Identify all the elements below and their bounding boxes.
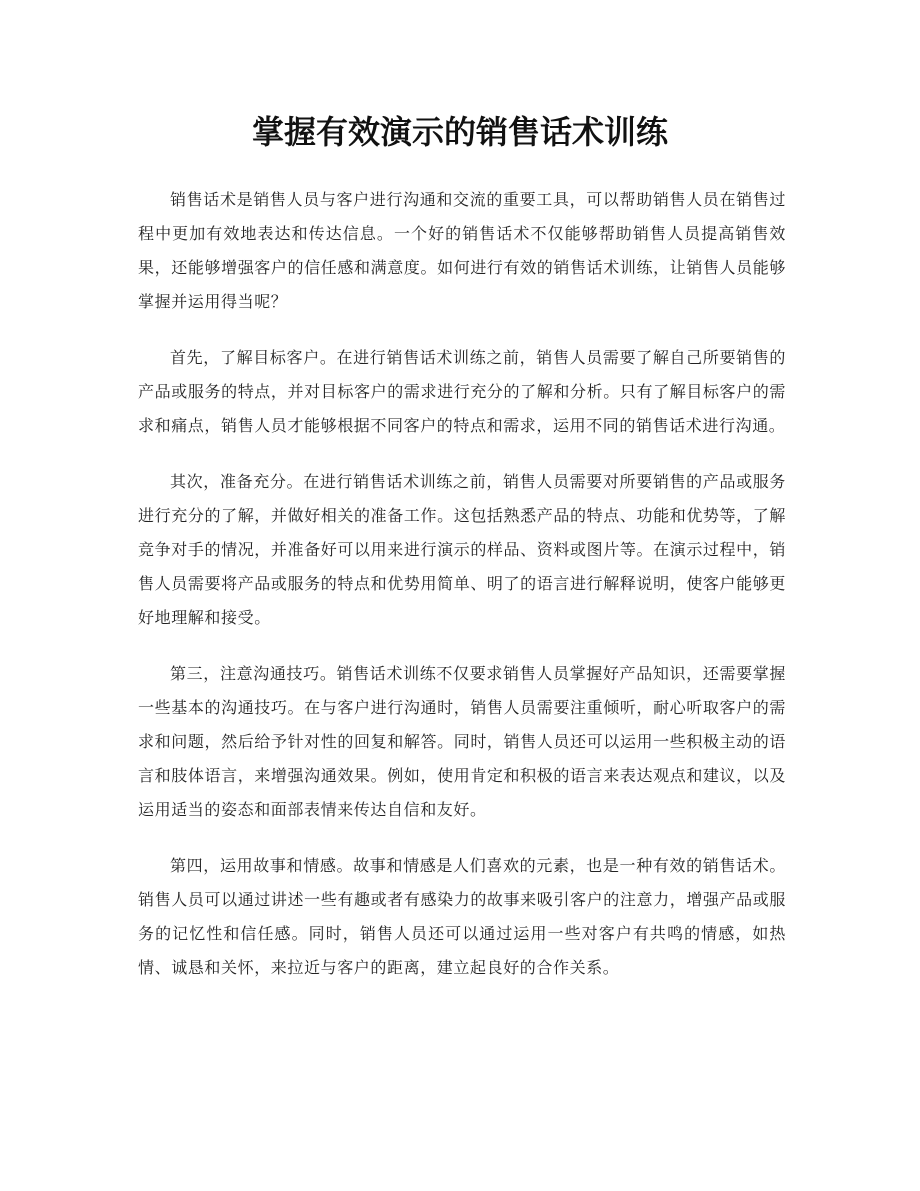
paragraph-third: 第三，注意沟通技巧。销售话术训练不仅要求销售人员掌握好产品知识，还需要掌握一些基本的沟通技巧。在与客户进行沟通时，销售人员需要注重倾听，耐心听取客户的需求和问题，然后给予针对性的回复和解答。同时，销售人员还可以运用一些积极主动的语言和肢体语言，来增强沟通效果。例如，使用肯定和积极的语言来表达观点和建议，以及运用适当的姿态和面部表情来传达自信和友好。 [138,664,786,819]
paragraph-first: 首先，了解目标客户。在进行销售话术训练之前，销售人员需要了解自己所要销售的产品或服务的特点，并对目标客户的需求进行充分的了解和分析。只有了解目标客户的需求和痛点，销售人员才能够根据不同客户的特点和需求，运用不同的销售话术进行沟通。 [138,348,786,435]
paragraph-second: 其次，准备充分。在进行销售话术训练之前，销售人员需要对所要销售的产品或服务进行充分的了解，并做好相关的准备工作。这包括熟悉产品的特点、功能和优势等，了解竞争对手的情况，并准备好可以用来进行演示的样品、资料或图片等。在演示过程中，销售人员需要将产品或服务的特点和优势用简单、明了的语言进行解释说明，使客户能够更好地理解和接受。 [138,472,786,627]
document-title: 掌握有效演示的销售话术训练 [251,113,668,151]
paragraph-fourth: 第四，运用故事和情感。故事和情感是人们喜欢的元素，也是一种有效的销售话术。销售人员可以通过讲述一些有趣或者有感染力的故事来吸引客户的注意力，增强产品或服务的记忆性和信任感。同时，销售人员还可以通过运用一些对客户有共鸣的情感，如热情、诚恳和关怀，来拉近与客户的距离，建立起良好的合作关系。 [138,856,786,977]
document-body [138,183,786,1007]
paragraph-intro: 销售话术是销售人员与客户进行沟通和交流的重要工具，可以帮助销售人员在销售过程中更加有效地表达和传达信息。一个好的销售话术不仅能够帮助销售人员提高销售效果，还能够增强客户的信任感和满意度。如何进行有效的销售话术训练，让销售人员能够掌握并运用得当呢？ [138,190,786,311]
